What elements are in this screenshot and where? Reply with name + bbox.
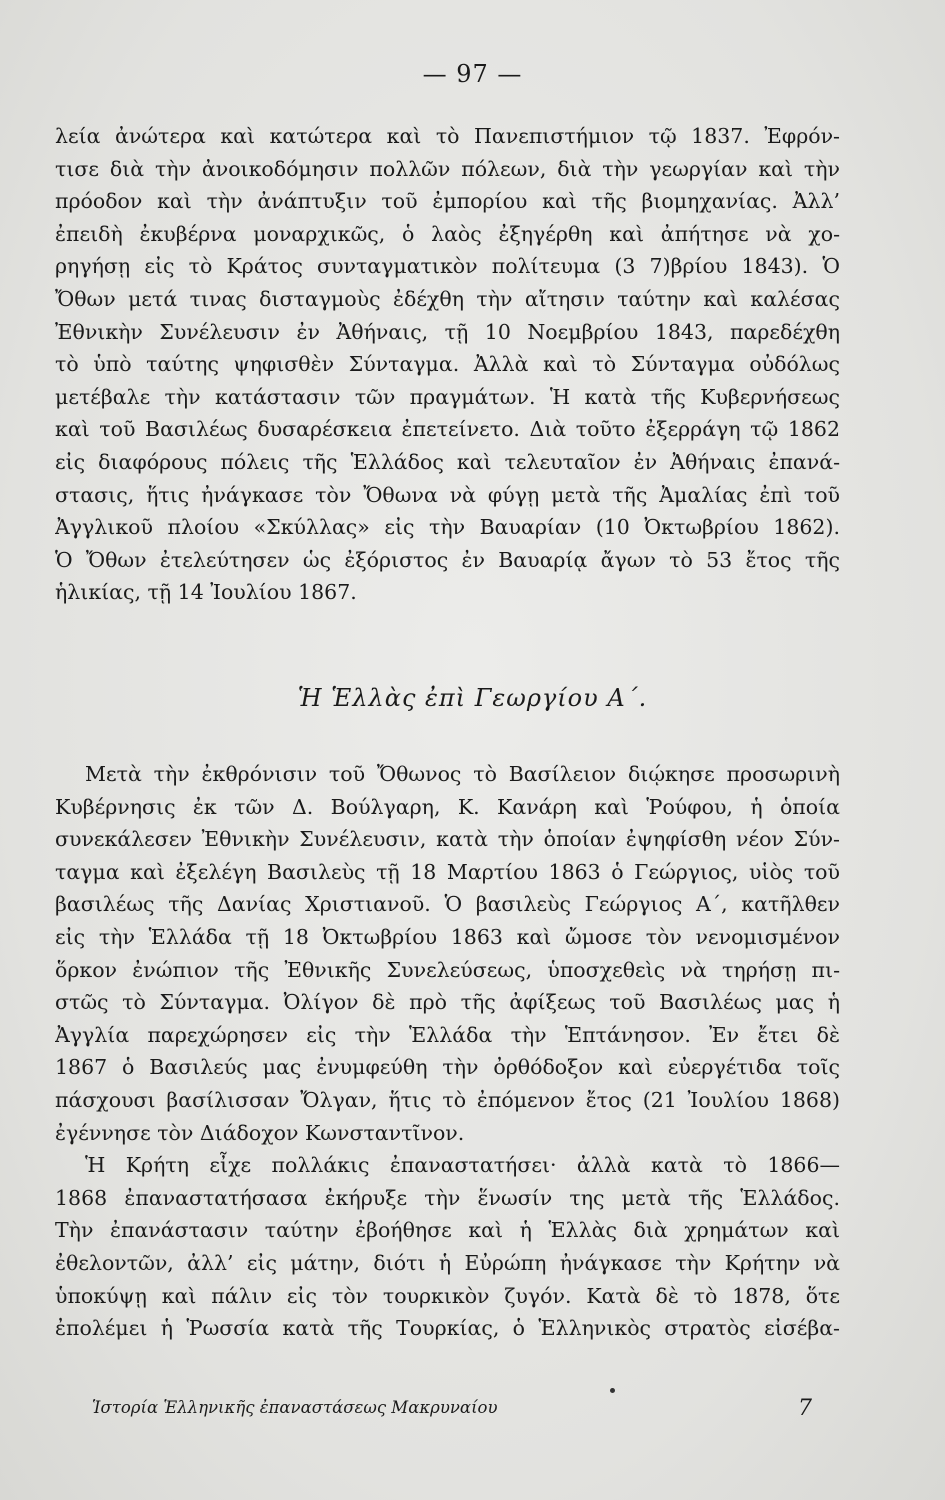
text-line: καὶ τοῦ Βασιλέως δυσαρέσκεια ἐπετείνετο. Διὰ τοῦτο ἐξερράγη τῷ 1862 (55, 417, 840, 442)
text-line: 1867 ὁ Βασιλεύς μας ἐνυμφεύθη τὴν ὀρθόδοξον καὶ εὐεργέτιδα τοῖς (55, 1055, 840, 1080)
text-line: βασιλέως τῆς Δανίας Χριστιανοῦ. Ὁ βασιλεὺς Γεώργιος Α΄, κατῆλθεν (55, 892, 840, 917)
text-line: Ἐθνικὴν Συνέλευσιν ἐν Ἀθήναις, τῇ 10 Νοεμβρίου 1843, παρεδέχθη (55, 319, 840, 344)
text-line: Ἀγγλία παρεχώρησεν εἰς τὴν Ἑλλάδα τὴν Ἑπτάνησον. Ἐν ἔτει δὲ (55, 1022, 840, 1047)
text-line: Ἡ Κρήτη εἶχε πολλάκις ἐπαναστατήσει· ἀλλὰ κατὰ τὸ 1866— (85, 1153, 840, 1178)
text-line: συνεκάλεσεν Ἐθνικὴν Συνέλευσιν, κατὰ τὴν ὁποίαν ἐψηφίσθη νέον Σύν- (55, 827, 840, 852)
paragraph-george-reign (55, 758, 840, 1345)
text-line: εἰς διαφόρους πόλεις τῆς Ἑλλάδος καὶ τελευταῖον ἐν Ἀθήναις ἐπανά- (55, 449, 840, 474)
text-line: πάσχουσι βασίλισσαν Ὄλγαν, ἥτις τὸ ἐπόμενον ἔτος (21 Ἰουλίου 1868) (55, 1087, 840, 1112)
text-line: ὅρκον ἐνώπιον τῆς Ἐθνικῆς Συνελεύσεως, ὑποσχεθεὶς νὰ τηρήσῃ πι- (55, 957, 840, 982)
text-line: Τὴν ἐπανάστασιν ταύτην ἐβοήθησε καὶ ἡ Ἑλλὰς διὰ χρημάτων καὶ (55, 1218, 840, 1243)
text-line: 1868 ἐπαναστατήσασα ἐκήρυξε τὴν ἕνωσίν της μετὰ τῆς Ἑλλάδος. (55, 1185, 840, 1210)
text-line: Ὄθων μετά τινας δισταγμοὺς ἐδέχθη τὴν αἴτησιν ταύτην καὶ καλέσας (55, 286, 840, 311)
footer-signature-number: 7 (798, 1396, 812, 1421)
page-number: — 97 — (422, 60, 523, 88)
text-line: εἰς τὴν Ἑλλάδα τῇ 18 Ὀκτωβρίου 1863 καὶ ὤμοσε τὸν νενομισμένον (55, 924, 840, 949)
text-line: Ὁ Ὄθων ἐτελεύτησεν ὡς ἐξόριστος ἐν Βαυαρίᾳ ἄγων τὸ 53 ἔτος τῆς (55, 547, 840, 572)
text-line: στασις, ἥτις ἠνάγκασε τὸν Ὄθωνα νὰ φύγῃ μετὰ τῆς Ἀμαλίας ἐπὶ τοῦ (55, 482, 840, 507)
text-line: Ἀγγλικοῦ πλοίου «Σκύλλας» εἰς τὴν Βαυαρίαν (10 Ὀκτωβρίου 1862). (55, 515, 840, 540)
text-line: ἐγέννησε τὸν Διάδοχον Κωνσταντῖνον. (55, 1120, 465, 1145)
text-line: ταγμα καὶ ἐξελέγη Βασιλεὺς τῇ 18 Μαρτίου 1863 ὁ Γεώργιος, υἱὸς τοῦ (55, 859, 840, 884)
text-line: πρόοδον καὶ τὴν ἀνάπτυξιν τοῦ ἐμπορίου καὶ τῆς βιομηχανίας. Ἀλλ’ (55, 189, 840, 214)
text-line: ἡλικίας, τῇ 14 Ἰουλίου 1867. (55, 580, 357, 605)
text-line: τὸ ὑπὸ ταύτης ψηφισθὲν Σύνταγμα. Ἀλλὰ καὶ τὸ Σύνταγμα οὐδόλως (55, 352, 840, 377)
text-line: ἐπειδὴ ἐκυβέρνα μοναρχικῶς, ὁ λαὸς ἐξηγέρθη καὶ ἀπήτησε νὰ χο- (55, 221, 840, 246)
text-line: ἐπολέμει ἡ Ῥωσσία κατὰ τῆς Τουρκίας, ὁ Ἑλληνικὸς στρατὸς εἰσέβα- (55, 1316, 840, 1341)
text-line: λεία ἀνώτερα καὶ κατώτερα καὶ τὸ Πανεπιστήμιον τῷ 1837. Ἐφρόν- (55, 124, 840, 148)
text-line: τισε διὰ τὴν ἀνοικοδόμησιν πολλῶν πόλεων, διὰ τὴν γεωργίαν καὶ τὴν (55, 156, 840, 181)
text-line: Κυβέρνησις ἐκ τῶν Δ. Βούλγαρη, Κ. Κανάρη καὶ Ῥούφου, ἡ ὁποία (55, 794, 840, 819)
text-line: ὑποκύψῃ καὶ πάλιν εἰς τὸν τουρκικὸν ζυγόν. Κατὰ δὲ τὸ 1878, ὅτε (55, 1283, 840, 1308)
text-line: ρηγήσῃ εἰς τὸ Κράτος συνταγματικὸν πολίτευμα (3 7)βρίου 1843). Ὁ (55, 254, 840, 279)
section-heading: Ἡ Ἑλλὰς ἐπὶ Γεωργίου Α΄. (297, 684, 648, 712)
footer-book-title: Ἱστορία Ἑλληνικῆς ἐπαναστάσεως Μακρυναίου (92, 1398, 498, 1417)
ink-dot (610, 1388, 615, 1393)
text-line: στῶς τὸ Σύνταγμα. Ὀλίγον δὲ πρὸ τῆς ἀφίξεως τοῦ Βασιλέως μας ἡ (55, 990, 840, 1015)
text-line: Μετὰ τὴν ἐκθρόνισιν τοῦ Ὄθωνος τὸ Βασίλειον διῴκησε προσωρινὴ (85, 762, 840, 786)
text-line: ἐθελοντῶν, ἀλλ’ εἰς μάτην, διότι ἡ Εὐρώπη ἠνάγκασε τὴν Κρήτην νὰ (55, 1250, 840, 1275)
footer-signature-line (92, 1396, 812, 1421)
paragraph-othon-reign (55, 120, 840, 609)
text-line: μετέβαλε τὴν κατάστασιν τῶν πραγμάτων. Ἡ κατὰ τῆς Κυβερνήσεως (55, 384, 840, 409)
